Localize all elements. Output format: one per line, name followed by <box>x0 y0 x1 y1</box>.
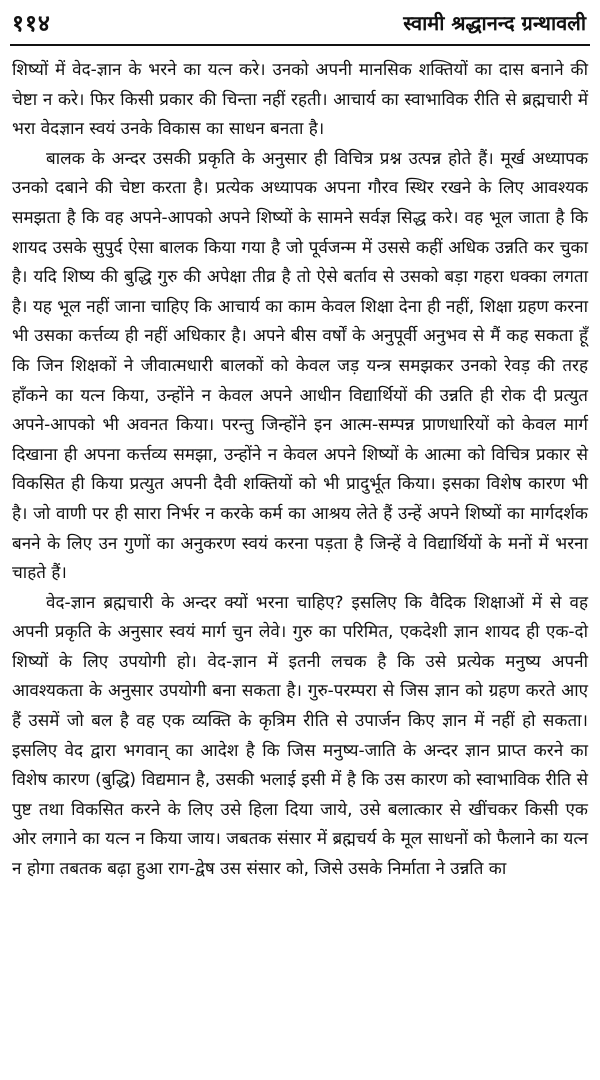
page-header <box>10 4 590 46</box>
body-text <box>12 56 588 885</box>
page-number: ११४ <box>12 11 51 37</box>
paragraph-1: शिष्यों में वेद-ज्ञान के भरने का यत्न करे। उनको अपनी मानसिक शक्तियों का दास बनाने की चेष्टा न करे। फिर किसी प्रकार की चिन्ता नहीं रहती। आचार्य का स्वाभाविक रीति से ब्रह्मचारी में भरा वेदज्ञान स्वयं उनके विकास का साधन बनता है। <box>12 60 588 140</box>
paragraph-3: वेद-ज्ञान ब्रह्मचारी के अन्दर क्यों भरना चाहिए? इसलिए कि वैदिक शिक्षाओं में से वह अपनी प्रकृति के अनुसार स्वयं मार्ग चुन लेवे। गुरु का परिमित, एकदेशी ज्ञान शायद ही एक-दो शिष्यों के लिए उपयोगी हो। वेद-ज्ञान में इतनी लचक है कि उसे प्रत्येक मनुष्य अपनी आवश्यकता के अनुसार उपयोगी बना सकता है। गुरु-परम्परा से जिस ज्ञान को ग्रहण करते आए हैं उसमें जो बल है वह एक व्यक्ति के कृत्रिम रीति से उपार्जन किए ज्ञान में नहीं हो सकता। इसलिए वेद द्वारा भगवान् का आदेश है कि जिस मनुष्य-जाति के अन्दर ज्ञान प्राप्त करने का विशेष कारण (बुद्धि) विद्यमान है, उसकी भलाई इसी में है कि उस कारण को स्वाभाविक रीति से पुष्ट तथा विकसित करने के लिए उसे हिला दिया जाये, उसे बलात्कार से खींचकर किसी एक ओर लगाने का यत्न न किया जाय। जबतक संसार में ब्रह्मचर्य के मूल साधनों को फैलाने का यत्न न होगा तबतक बढ़ा हुआ राग-द्वेष उस संसार को, जिसे उसके निर्माता ने उन्नति का <box>12 592 588 880</box>
running-title: स्वामी श्रद्धानन्द ग्रन्थावली <box>403 11 586 35</box>
paragraph-2: बालक के अन्दर उसकी प्रकृति के अनुसार ही विचित्र प्रश्न उत्पन्न होते हैं। मूर्ख अध्यापक उनको दबाने की चेष्टा करता है। प्रत्येक अध्यापक अपना गौरव स्थिर रखने के लिए आवश्यक समझता है कि वह अपने-आपको अपने शिष्यों के सामने सर्वज्ञ सिद्ध करे। वह भूल जाता है कि शायद उसके सुपुर्द ऐसा बालक किया गया है जो पूर्वजन्म में उससे कहीं अधिक उन्नति कर चुका है। यदि शिष्य की बुद्धि गुरु की अपेक्षा तीव्र है तो ऐसे बर्ताव से उसको बड़ा गहरा धक्का लगता है। यह भूल नहीं जाना चाहिए कि आचार्य का काम केवल शिक्षा देना ही नहीं, शिक्षा ग्रहण करना भी उसका कर्त्तव्य ही नहीं अधिकार है। अपने बीस वर्षों के अनुपूर्वी अनुभव से मैं कह सकता हूँ कि जिन शिक्षकों ने जीवात्मधारी बालकों को केवल जड़ यन्त्र समझकर उनको रेवड़ की तरह हाँकने का यत्न किया, उन्होंने न केवल अपने आधीन विद्यार्थियों की उन्नति ही रोक दी प्रत्युत अपने-आपको भी अवनत किया। परन्तु जिन्होंने इन आत्म-सम्पन्न प्राणधारियों को केवल मार्ग दिखाना ही अपना कर्त्तव्य समझा, उन्होंने न केवल अपने शिष्यों के आत्मा को विचित्र प्रकार से विकसित ही किया प्रत्युत अपनी दैवी शक्तियों को भी प्रादुर्भूत किया। इसका विशेष कारण भी है। जो वाणी पर ही सारा निर्भर न करके कर्म का आश्रय लेते हैं उन्हें अपने शिष्यों का मार्गदर्शक बनने के लिए उन गुणों का अनुकरण स्वयं करना पड़ता है जिन्हें वे विद्यार्थियों के मनों में भरना चाहते हैं। <box>12 148 588 584</box>
